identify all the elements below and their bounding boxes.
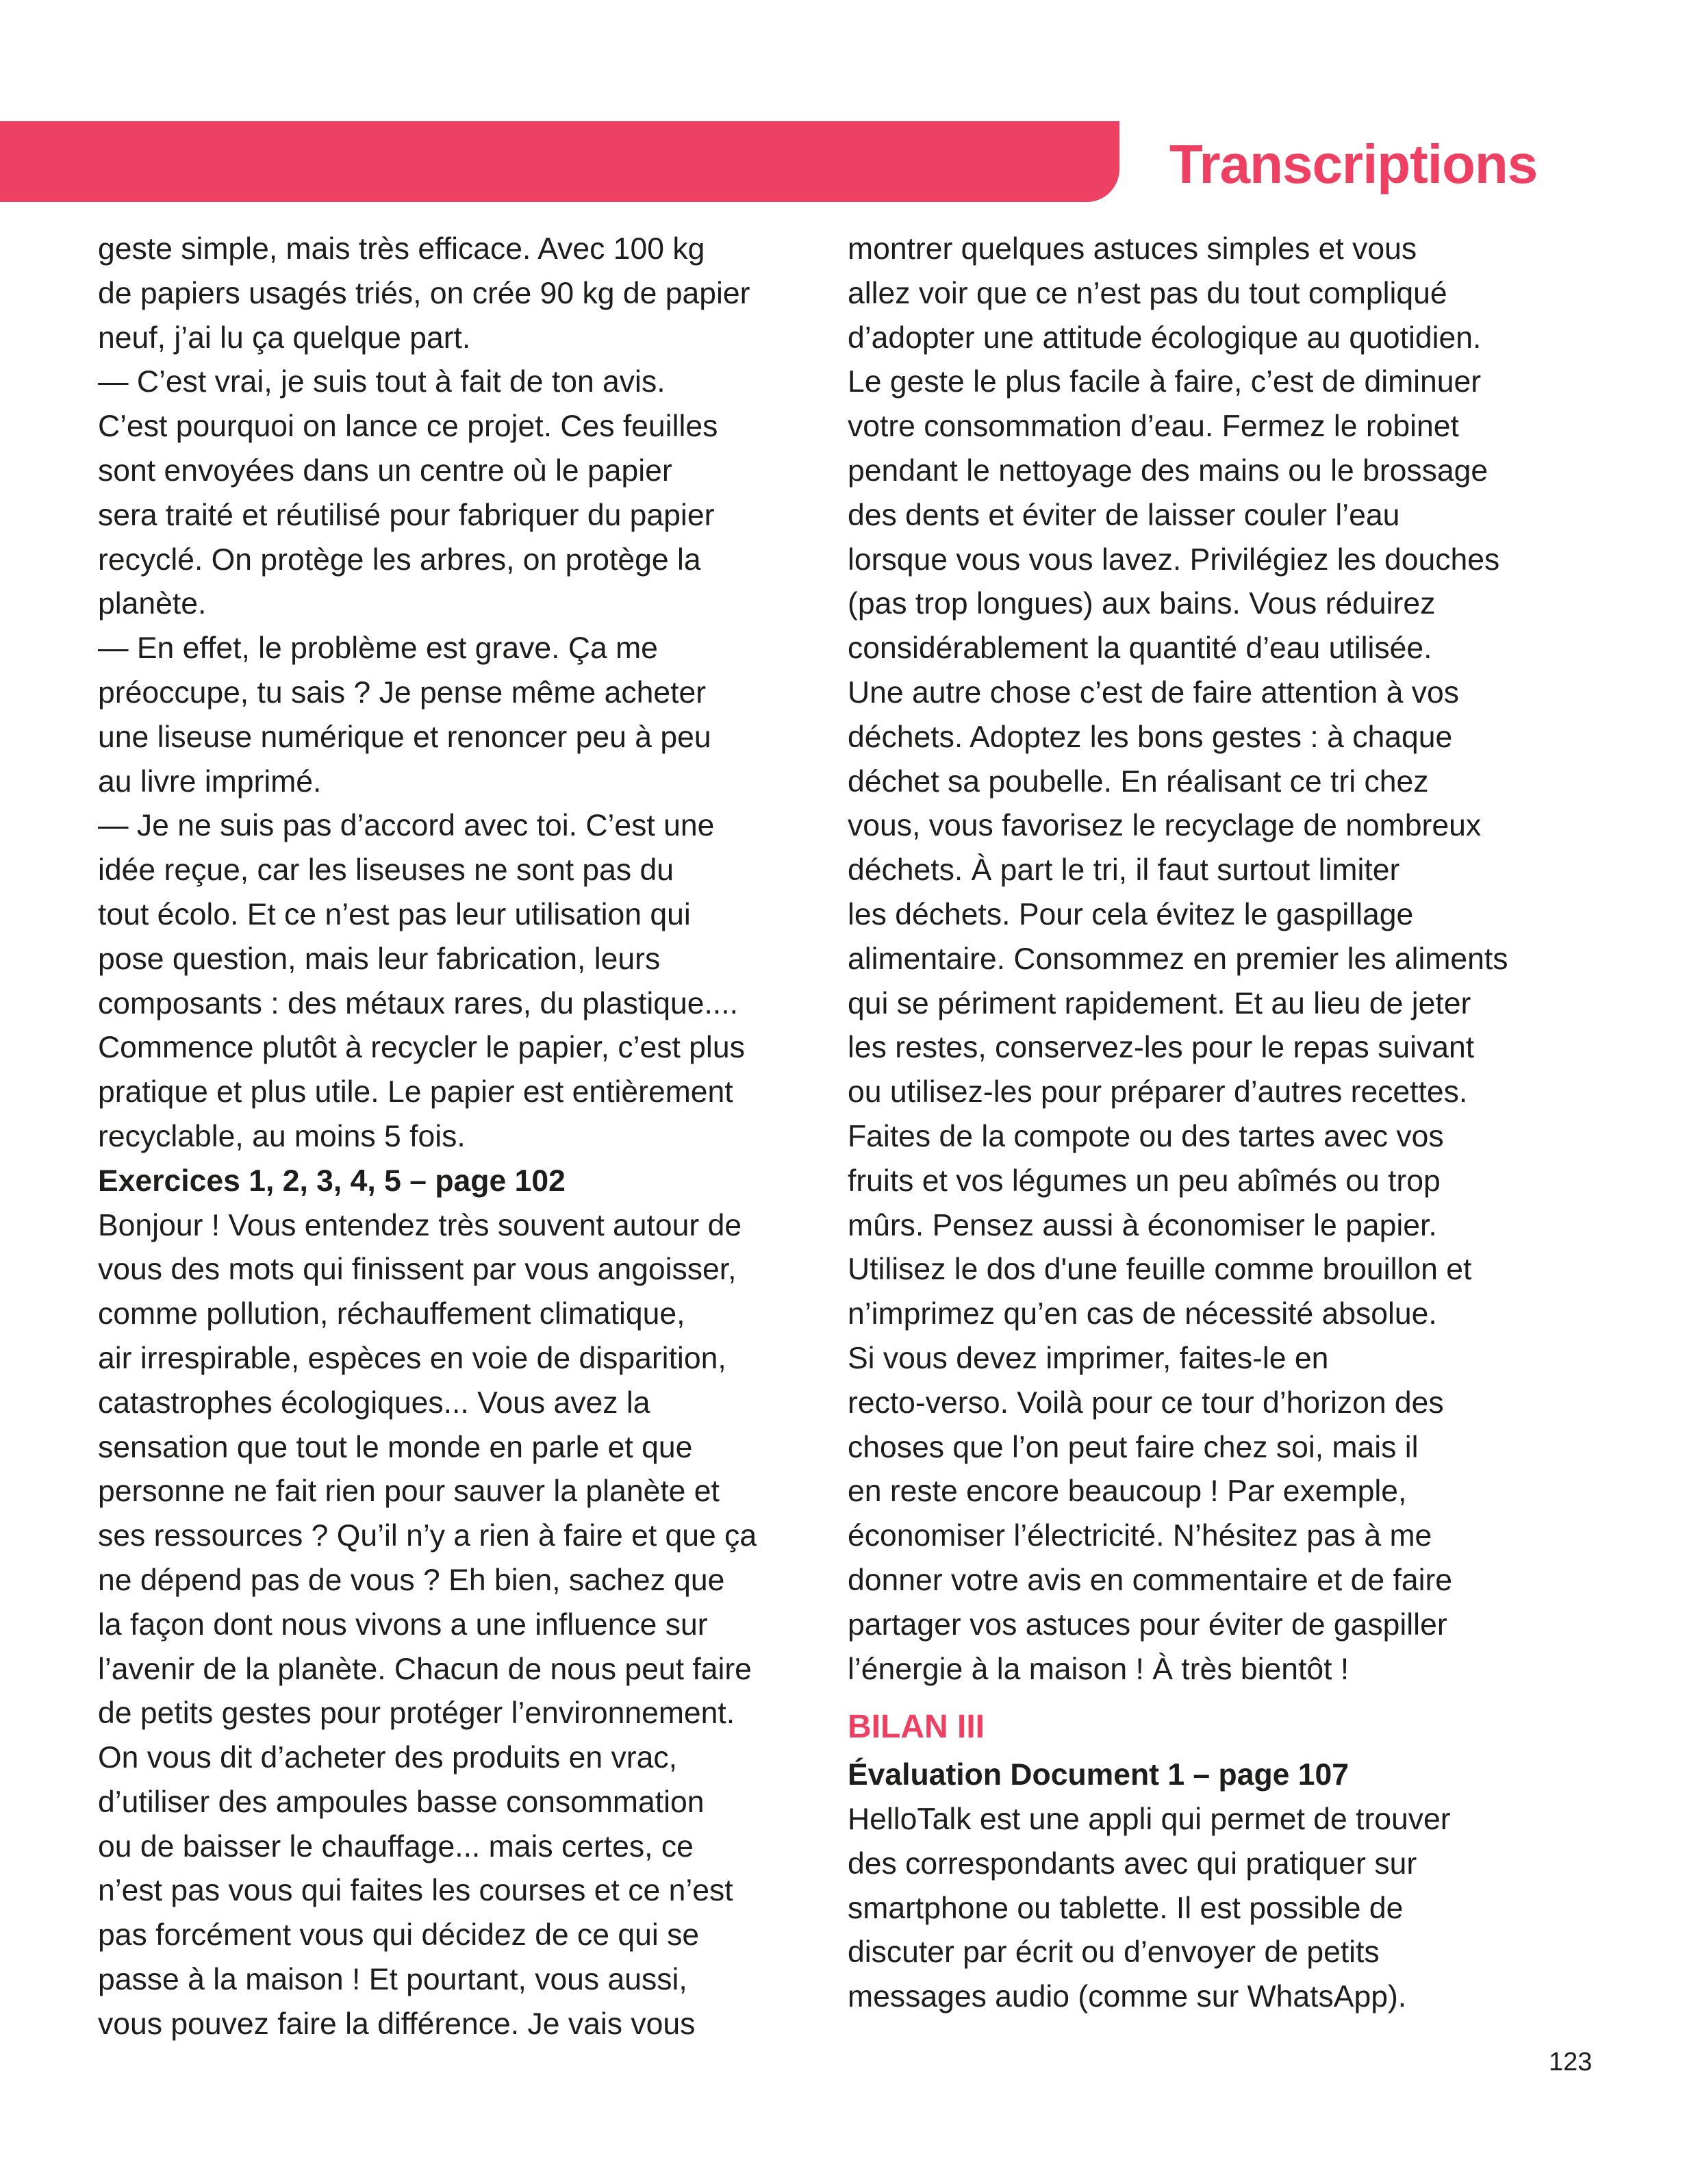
text-line: n’est pas vous qui faites les courses et ce n’est: [98, 1874, 733, 1908]
page-number: 123: [1549, 2048, 1593, 2076]
text-line: — Je ne suis pas d’accord avec toi. C’est une: [98, 809, 715, 843]
text-line: de papiers usagés triés, on crée 90 kg de papier: [98, 276, 750, 310]
text-line: de petits gestes pour protéger l’environnement.: [98, 1696, 735, 1731]
text-line: Commence plutôt à recycler le papier, c’est plus: [98, 1031, 745, 1065]
text-line: lorsque vous vous lavez. Privilégiez les douches: [848, 542, 1500, 577]
text-line: planète.: [98, 587, 207, 621]
text-line: déchet sa poubelle. En réalisant ce tri chez: [848, 764, 1429, 799]
text-line: HelloTalk est une appli qui permet de trouver: [848, 1803, 1451, 1837]
text-line: économiser l’électricité. N’hésitez pas à me: [848, 1519, 1432, 1553]
text-line: d’adopter une attitude écologique au quotidien.: [848, 321, 1482, 355]
text-line: C’est pourquoi on lance ce projet. Ces feuilles: [98, 410, 718, 444]
text-line: ses ressources ? Qu’il n’y a rien à faire et que ça: [98, 1519, 757, 1553]
text-line: ou de baisser le chauffage... mais certes, ce: [98, 1829, 694, 1863]
text-line: pratique et plus utile. Le papier est entièrement: [98, 1075, 733, 1109]
text-line: discuter par écrit ou d’envoyer de petits: [848, 1935, 1380, 1970]
text-line: geste simple, mais très efficace. Avec 100 kg: [98, 232, 705, 266]
text-line: une liseuse numérique et renoncer peu à peu: [98, 720, 711, 754]
text-line: ne dépend pas de vous ? Eh bien, sachez que: [98, 1563, 725, 1597]
text-line: déchets. Adoptez les bons gestes : à chaque: [848, 720, 1453, 754]
text-line: les déchets. Pour cela évitez le gaspillage: [848, 897, 1414, 931]
text-line: au livre imprimé.: [98, 764, 322, 799]
text-line: Une autre chose c’est de faire attention à vos: [848, 675, 1459, 710]
text-line: idée reçue, car les liseuses ne sont pas du: [98, 853, 674, 888]
header-banner: [0, 121, 1119, 202]
text-line: recyclé. On protège les arbres, on protège la: [98, 542, 701, 577]
text-line: n’imprimez qu’en cas de nécessité absolue.: [848, 1297, 1437, 1331]
text-line: Le geste le plus facile à faire, c’est de diminuer: [848, 365, 1482, 399]
monologue-text: [98, 1204, 837, 2047]
exercise-heading: Exercices 1, 2, 3, 4, 5 – page 102: [98, 1164, 566, 1198]
text-line: mûrs. Pensez aussi à économiser le papier.: [848, 1208, 1437, 1242]
text-line: On vous dit d’acheter des produits en vrac,: [98, 1741, 677, 1775]
text-line: recyclable, au moins 5 fois.: [98, 1119, 466, 1153]
text-line: préoccupe, tu sais ? Je pense même acheter: [98, 675, 707, 710]
text-line: air irrespirable, espèces en voie de disparition,: [98, 1341, 726, 1375]
text-line: pas forcément vous qui décidez de ce qui se: [98, 1918, 700, 1953]
text-line: fruits et vos légumes un peu abîmés ou trop: [848, 1164, 1441, 1198]
monologue-continued-text: [848, 227, 1587, 1692]
evaluation-heading: Évaluation Document 1 – page 107: [848, 1758, 1349, 1792]
text-line: les restes, conservez-les pour le repas suivant: [848, 1031, 1475, 1065]
text-line: Faites de la compote ou des tartes avec vos: [848, 1119, 1444, 1153]
right-column: [848, 227, 1587, 2020]
text-line: smartphone ou tablette. Il est possible de: [848, 1891, 1404, 1925]
text-line: (pas trop longues) aux bains. Vous réduirez: [848, 587, 1436, 621]
text-line: déchets. À part le tri, il faut surtout limiter: [848, 853, 1400, 888]
text-line: passe à la maison ! Et pourtant, vous aussi,: [98, 1963, 687, 1997]
text-line: — En effet, le problème est grave. Ça me: [98, 631, 658, 666]
text-line: considérablement la quantité d’eau utilisée.: [848, 631, 1432, 666]
text-line: montrer quelques astuces simples et vous: [848, 232, 1417, 266]
text-line: vous des mots qui finissent par vous angoisser,: [98, 1253, 737, 1287]
text-line: Utilisez le dos d'une feuille comme brouillon et: [848, 1253, 1472, 1287]
page-title: Transcriptions: [1169, 134, 1538, 194]
text-line: sera traité et réutilisé pour fabriquer du papier: [98, 498, 715, 532]
text-line: partager vos astuces pour éviter de gaspiller: [848, 1607, 1447, 1642]
text-line: d’utiliser des ampoules basse consommation: [98, 1785, 705, 1819]
text-line: en reste encore beaucoup ! Par exemple,: [848, 1474, 1407, 1509]
text-line: l’énergie à la maison ! À très bientôt !: [848, 1652, 1349, 1686]
text-line: pose question, mais leur fabrication, leurs: [98, 942, 661, 976]
text-line: tout écolo. Et ce n’est pas leur utilisation qui: [98, 897, 691, 931]
text-line: recto-verso. Voilà pour ce tour d’horizon des: [848, 1385, 1444, 1420]
text-line: personne ne fait rien pour sauver la planète et: [98, 1474, 720, 1509]
text-line: votre consommation d’eau. Fermez le robinet: [848, 410, 1459, 444]
evaluation-text: [848, 1798, 1587, 2020]
text-line: Si vous devez imprimer, faites-le en: [848, 1341, 1329, 1375]
left-column: [98, 227, 837, 2047]
text-line: ou utilisez-les pour préparer d’autres recettes.: [848, 1075, 1468, 1109]
text-line: allez voir que ce n’est pas du tout compliqué: [848, 276, 1447, 310]
text-line: messages audio (comme sur WhatsApp).: [848, 1980, 1407, 2014]
text-line: vous, vous favorisez le recyclage de nombreux: [848, 809, 1482, 843]
text-line: sont envoyées dans un centre où le papier: [98, 453, 672, 488]
text-line: la façon dont nous vivons a une influence sur: [98, 1607, 708, 1642]
text-line: l’avenir de la planète. Chacun de nous peut faire: [98, 1652, 752, 1686]
text-line: alimentaire. Consommez en premier les aliments: [848, 942, 1508, 976]
text-line: qui se périment rapidement. Et au lieu de jeter: [848, 986, 1471, 1020]
text-line: Bonjour ! Vous entendez très souvent autour de: [98, 1208, 742, 1242]
text-line: comme pollution, réchauffement climatique,: [98, 1297, 685, 1331]
text-line: vous pouvez faire la différence. Je vais vous: [98, 2007, 696, 2041]
dialogue-text: [98, 227, 837, 1159]
text-line: choses que l’on peut faire chez soi, mais il: [848, 1430, 1419, 1464]
text-line: pendant le nettoyage des mains ou le brossage: [848, 453, 1488, 488]
text-line: des dents et éviter de laisser couler l’eau: [848, 498, 1400, 532]
section-title-bilan: BILAN III: [848, 1709, 985, 1746]
text-line: catastrophes écologiques... Vous avez la: [98, 1385, 650, 1420]
text-line: sensation que tout le monde en parle et que: [98, 1430, 693, 1464]
text-line: neuf, j’ai lu ça quelque part.: [98, 321, 471, 355]
text-line: composants : des métaux rares, du plastique....: [98, 986, 738, 1020]
text-line: — C’est vrai, je suis tout à fait de ton avis.: [98, 365, 666, 399]
text-line: donner votre avis en commentaire et de faire: [848, 1563, 1453, 1597]
text-line: des correspondants avec qui pratiquer sur: [848, 1846, 1417, 1881]
